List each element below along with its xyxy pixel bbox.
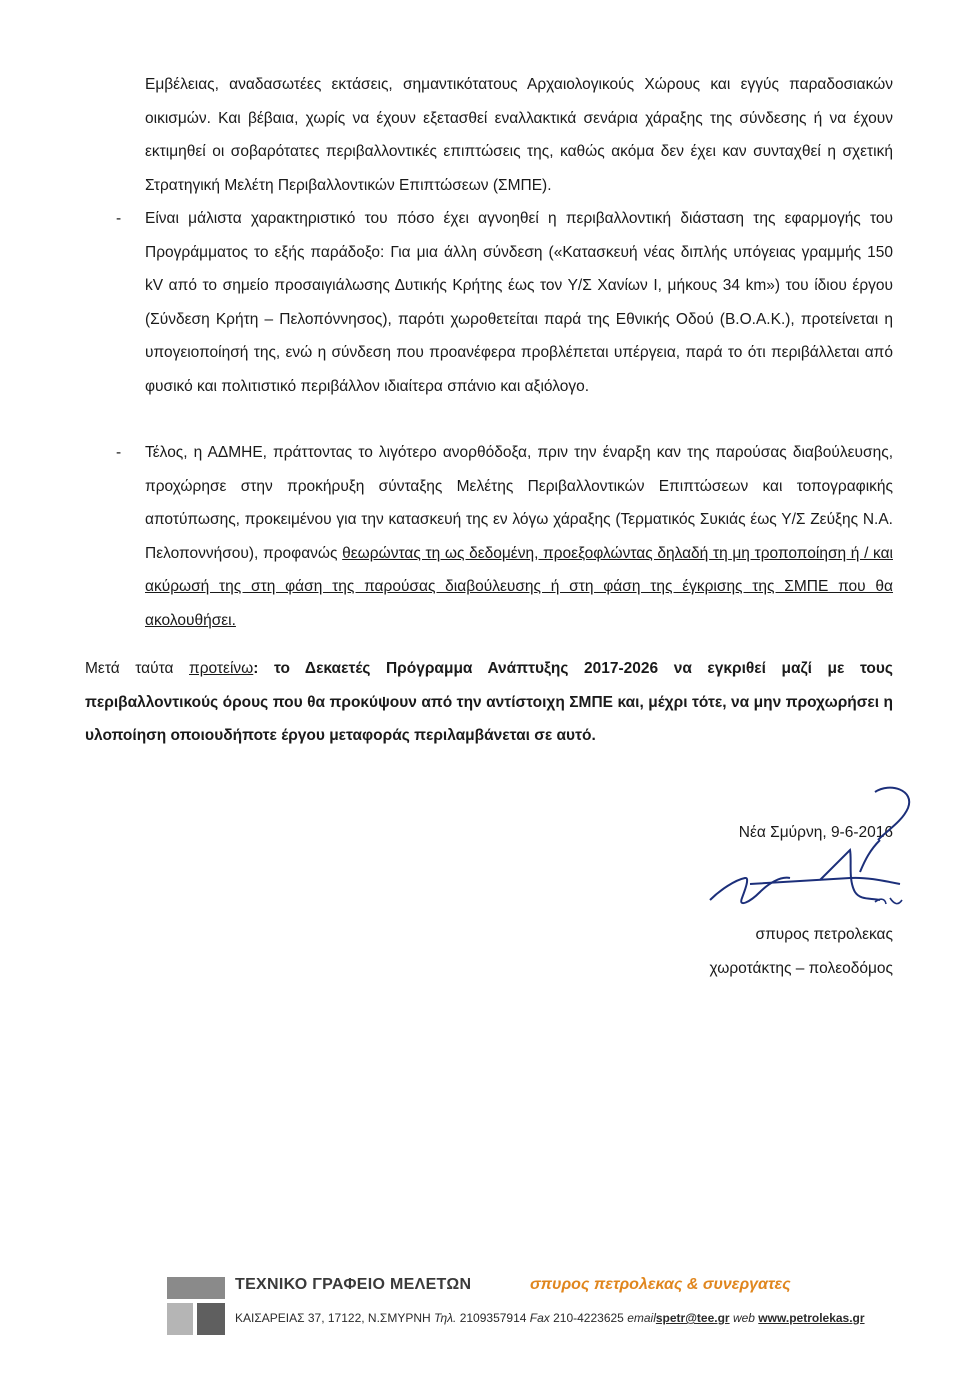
paragraph-continuation: Εμβέλειας, αναδασωτέες εκτάσεις, σημαντικότατους Αρχαιολογικούς Χώρους και εγγύς παραδοσιακών οικισμών. Και βέβαια, χωρίς να έχουν εξετασθεί εναλλακτικά σενάρια χάραξης της σύνδεσης ή να έχουν εκτιμηθεί οι σοβαρότατες περιβαλλοντικές επιπτώσεις της, καθώς ακόμα δεν έχει καν συνταχθεί η σχετική Στρατηγική Μελέτη Περιβαλλοντικών Επιπτώσεων (ΣΜΠΕ). bbox=[145, 76, 893, 194]
office-logo bbox=[167, 1277, 225, 1335]
bullet-item bbox=[116, 436, 893, 637]
handwritten-signature bbox=[690, 780, 930, 930]
tel-value: 2109357914 bbox=[456, 1311, 530, 1325]
proposal-verb: προτείνω bbox=[189, 660, 254, 677]
office-contact bbox=[235, 1311, 865, 1325]
place-date: Νέα Σμύρνη, 9-6-2016 bbox=[738, 824, 893, 841]
proposal-lead: Μετά ταύτα bbox=[85, 660, 190, 677]
fax-label: Fax bbox=[529, 1311, 550, 1325]
bullet-dash: - bbox=[116, 210, 122, 227]
signatory-title: χωροτάκτης – πολεοδόμος bbox=[709, 960, 893, 977]
email-link[interactable]: spetr@tee.gr bbox=[655, 1311, 730, 1325]
fax-value: 210-4223625 bbox=[549, 1311, 628, 1325]
bullet-text: Είναι μάλιστα χαρακτηριστικό του πόσο έχει αγνοηθεί η περιβαλλοντική διάσταση της εφαρμογής του Προγράμματος το εξής παράδοξο: Για μια άλλη σύνδεση («Κατασκευή νέας διπλής υπόγειας γραμμής 150 kV από το σημείο προσαιγιάλωσης Δυτικής Κρήτης έως τον Υ/Σ Χανίων Ι, μήκους 34 km») του ίδιου έργου (Σύνδεση Κρήτη – Πελοπόννησος), παρότι χωροθετείται παρά της Εθνικής Οδού (Β.Ο.Α.Κ.), προτείνεται η υπογειοποίησή της, ενώ η σύνδεση που προανέφερα προβλέπεται υπέργεια, παρά το ότι περιβάλλεται από φυσικό και πολιτιστικό περιβάλλον ιδιαίτερα σπάνιο και αξιόλογο. bbox=[145, 210, 893, 395]
underlined-text: θεωρώντας τη ως δεδομένη, προεξοφλώντας δηλαδή τη μη τροποποίηση ή / και ακύρωσή της στη φάση της παρούσας διαβούλευσης ή στη φάση της έγκρισης της ΣΜΠΕ που θα ακολουθήσει. bbox=[145, 544, 893, 629]
web-link[interactable]: www.petrolekas.gr bbox=[758, 1311, 865, 1325]
bullet-dash: - bbox=[116, 444, 122, 461]
address: ΚΑΙΣΑΡΕΙΑΣ 37, 17122, Ν.ΣΜΥΡΝΗ bbox=[235, 1311, 435, 1325]
proposal-text: : το Δεκαετές Πρόγραμμα Ανάπτυξης 2017-2026 να εγκριθεί μαζί με τους περιβαλλοντικούς όρους που θα προκύψουν από την αντίστοιχη ΣΜΠΕ και, μέχρι τότε, να μην προχωρήσει η υλοποίηση οποιουδήποτε έργου μεταφοράς περιλαμβάνεται σε αυτό. bbox=[85, 660, 893, 744]
email-label: email bbox=[627, 1311, 656, 1325]
office-brand: σπυρος πετρολεκας & συνεργατες bbox=[530, 1276, 791, 1293]
office-name: ΤΕΧΝΙΚΟ ΓΡΑΦΕΙΟ ΜΕΛΕΤΩΝ bbox=[235, 1276, 472, 1293]
web-label: web bbox=[729, 1311, 759, 1325]
bullet-text: Τέλος, η ΑΔΜΗΕ, πράττοντας το λιγότερο ανορθόδοξα, πριν την έναρξη καν της παρούσας διαβούλευσης, προχώρησε στην προκήρυξη σύνταξης Μελέτης Περιβαλλοντικών Επιπτώσεων και τοπογραφικής αποτύπωσης, προκειμένου για την κατασκευή της εν λόγω χάραξης (Τερματικός Συκιάς έως Υ/Σ Ζεύξης Ν.Α. Πελοποννήσου), προφανώς bbox=[145, 444, 893, 562]
tel-label: Τηλ. bbox=[434, 1311, 457, 1325]
proposal-paragraph bbox=[85, 652, 893, 753]
signatory-name: σπυρος πετρολεκας bbox=[755, 926, 893, 943]
bullet-item bbox=[116, 202, 893, 403]
